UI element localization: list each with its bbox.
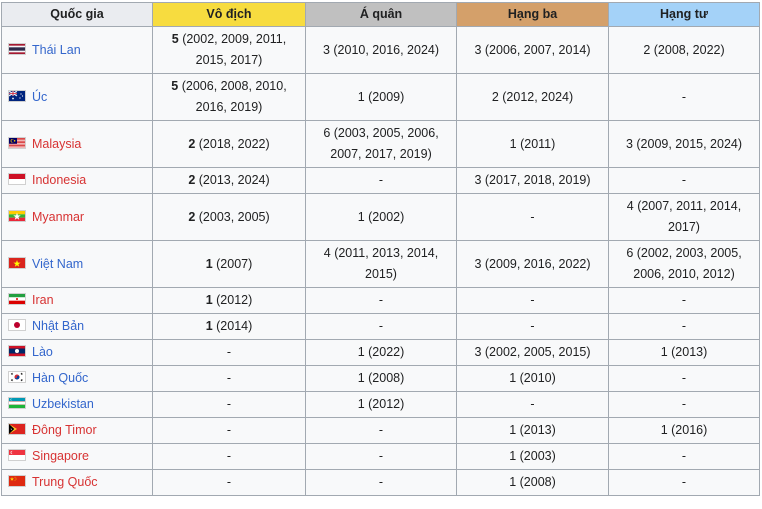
country-cell <box>2 366 153 392</box>
silver-cell <box>306 74 457 121</box>
fourth-text: 3 (2009, 2015, 2024) <box>614 134 754 155</box>
silver-text: 1 (2002) <box>311 207 451 228</box>
gold-count: 5 <box>172 32 179 46</box>
gold-cell <box>153 392 306 418</box>
table-row <box>2 314 760 340</box>
country-cell <box>2 288 153 314</box>
bronze-text: 1 (2013) <box>462 420 603 441</box>
bronze-cell <box>457 366 609 392</box>
table-row <box>2 444 760 470</box>
gold-text <box>158 472 300 493</box>
bronze-cell <box>457 470 609 496</box>
table-row <box>2 74 760 121</box>
gold-years: (2002, 2009, 2011, 2015, 2017) <box>179 32 287 67</box>
silver-cell <box>306 121 457 168</box>
country-cell <box>2 168 153 194</box>
gold-text <box>158 290 300 311</box>
bronze-cell <box>457 392 609 418</box>
table-row <box>2 27 760 74</box>
fourth-text: - <box>614 290 754 311</box>
gold-cell <box>153 168 306 194</box>
country-cell <box>2 444 153 470</box>
table-row <box>2 470 760 496</box>
bronze-text: 2 (2012, 2024) <box>462 87 603 108</box>
country-cell <box>2 27 153 74</box>
fourth-cell <box>609 74 760 121</box>
header-country: Quốc gia <box>2 3 153 27</box>
gold-cell <box>153 470 306 496</box>
gold-cell <box>153 340 306 366</box>
country-link[interactable]: Malaysia <box>32 137 81 151</box>
vietnam-flag-icon <box>8 257 26 269</box>
silver-text: 1 (2012) <box>311 394 451 415</box>
gold-cell <box>153 444 306 470</box>
silver-cell <box>306 392 457 418</box>
fourth-text: 6 (2002, 2003, 2005, 2006, 2010, 2012) <box>619 243 749 285</box>
gold-count: 2 <box>188 137 195 151</box>
bronze-cell <box>457 168 609 194</box>
japan-flag-icon <box>8 319 26 331</box>
silver-cell <box>306 444 457 470</box>
gold-cell <box>153 314 306 340</box>
gold-count: 5 <box>171 79 178 93</box>
fourth-cell <box>609 288 760 314</box>
header-fourth: Hạng tư <box>609 3 760 27</box>
country-cell <box>2 241 153 288</box>
silver-cell <box>306 470 457 496</box>
malaysia-flag-icon <box>8 137 26 149</box>
indonesia-flag-icon <box>8 173 26 185</box>
bronze-cell <box>457 194 609 241</box>
fourth-text: 1 (2016) <box>614 420 754 441</box>
bronze-cell <box>457 27 609 74</box>
country-link[interactable]: Lào <box>32 345 53 359</box>
gold-years: - <box>227 397 231 411</box>
australia-flag-icon <box>8 90 26 102</box>
fourth-text: - <box>614 87 754 108</box>
gold-text <box>164 76 294 118</box>
gold-text <box>158 316 300 337</box>
table-row <box>2 340 760 366</box>
gold-cell <box>153 241 306 288</box>
fourth-cell <box>609 470 760 496</box>
bronze-cell <box>457 288 609 314</box>
gold-text <box>158 342 300 363</box>
country-link[interactable]: Việt Nam <box>32 257 83 271</box>
country-link[interactable]: Indonesia <box>32 173 86 187</box>
south-korea-flag-icon <box>8 371 26 383</box>
gold-text <box>158 394 300 415</box>
bronze-cell <box>457 444 609 470</box>
gold-text <box>158 368 300 389</box>
gold-text <box>158 207 300 228</box>
header-gold: Vô địch <box>153 3 306 27</box>
gold-cell <box>153 27 306 74</box>
gold-text <box>158 170 300 191</box>
fourth-cell <box>609 340 760 366</box>
silver-text: - <box>311 446 451 467</box>
gold-text <box>164 29 294 71</box>
fourth-text: - <box>614 472 754 493</box>
bronze-text: 3 (2017, 2018, 2019) <box>462 170 603 191</box>
fourth-text: - <box>614 170 754 191</box>
uzbekistan-flag-icon <box>8 397 26 409</box>
country-cell <box>2 340 153 366</box>
country-cell <box>2 392 153 418</box>
fourth-cell <box>609 314 760 340</box>
gold-years: - <box>227 345 231 359</box>
table-row <box>2 168 760 194</box>
gold-years: (2012) <box>213 293 253 307</box>
gold-cell <box>153 121 306 168</box>
fourth-cell <box>609 194 760 241</box>
bronze-text: 3 (2009, 2016, 2022) <box>462 254 603 275</box>
fourth-cell <box>609 392 760 418</box>
fourth-text: - <box>614 316 754 337</box>
silver-text: 1 (2009) <box>311 87 451 108</box>
silver-text: - <box>311 420 451 441</box>
silver-cell <box>306 241 457 288</box>
gold-cell <box>153 74 306 121</box>
gold-years: (2018, 2022) <box>195 137 269 151</box>
bronze-cell <box>457 340 609 366</box>
bronze-text: - <box>462 290 603 311</box>
gold-cell <box>153 194 306 241</box>
fourth-cell <box>609 168 760 194</box>
country-link[interactable]: Đông Timor <box>32 423 97 437</box>
fourth-text: 2 (2008, 2022) <box>614 40 754 61</box>
gold-years: - <box>227 449 231 463</box>
country-link[interactable]: Uzbekistan <box>32 397 94 411</box>
bronze-cell <box>457 418 609 444</box>
header-bronze: Hạng ba <box>457 3 609 27</box>
table-row <box>2 366 760 392</box>
silver-cell <box>306 366 457 392</box>
gold-text <box>158 446 300 467</box>
gold-years: - <box>227 423 231 437</box>
east-timor-flag-icon <box>8 423 26 435</box>
table-row <box>2 121 760 168</box>
bronze-cell <box>457 74 609 121</box>
header-row <box>2 3 760 27</box>
silver-cell <box>306 418 457 444</box>
gold-years: - <box>227 475 231 489</box>
silver-cell <box>306 194 457 241</box>
country-cell <box>2 121 153 168</box>
fourth-text: - <box>614 394 754 415</box>
table-row <box>2 418 760 444</box>
country-link[interactable]: Hàn Quốc <box>32 371 88 385</box>
thailand-flag-icon <box>8 43 26 55</box>
gold-text <box>158 134 300 155</box>
myanmar-flag-icon <box>8 210 26 222</box>
bronze-text: 1 (2011) <box>462 134 603 155</box>
table-row <box>2 288 760 314</box>
laos-flag-icon <box>8 345 26 357</box>
country-cell <box>2 74 153 121</box>
table-row <box>2 241 760 288</box>
gold-count: 1 <box>206 257 213 271</box>
gold-text <box>158 254 300 275</box>
country-cell <box>2 194 153 241</box>
gold-count: 1 <box>206 293 213 307</box>
fourth-text: - <box>614 446 754 467</box>
silver-text: 3 (2010, 2016, 2024) <box>311 40 451 61</box>
silver-cell <box>306 340 457 366</box>
bronze-text: 1 (2003) <box>462 446 603 467</box>
silver-text: 6 (2003, 2005, 2006, 2007, 2017, 2019) <box>321 123 441 165</box>
country-link[interactable]: Myanmar <box>32 210 84 224</box>
table-row <box>2 194 760 241</box>
bronze-text: 3 (2002, 2005, 2015) <box>462 342 603 363</box>
bronze-text: - <box>462 394 603 415</box>
country-cell <box>2 314 153 340</box>
bronze-text: - <box>462 316 603 337</box>
silver-cell <box>306 27 457 74</box>
bronze-text: 3 (2006, 2007, 2014) <box>462 40 603 61</box>
fourth-cell <box>609 418 760 444</box>
gold-years: (2006, 2008, 2010, 2016, 2019) <box>178 79 286 114</box>
gold-text <box>158 420 300 441</box>
gold-years: (2013, 2024) <box>195 173 269 187</box>
gold-count: 2 <box>188 173 195 187</box>
fourth-cell <box>609 121 760 168</box>
country-link[interactable]: Iran <box>32 293 54 307</box>
country-link[interactable]: Úc <box>32 90 47 104</box>
iran-flag-icon <box>8 293 26 305</box>
silver-text: - <box>311 316 451 337</box>
silver-cell <box>306 314 457 340</box>
silver-text: - <box>311 472 451 493</box>
gold-count: 2 <box>188 210 195 224</box>
gold-years: (2014) <box>213 319 253 333</box>
silver-text: - <box>311 290 451 311</box>
country-link[interactable]: Thái Lan <box>32 43 81 57</box>
silver-text: 4 (2011, 2013, 2014, 2015) <box>319 243 444 285</box>
bronze-text: 1 (2010) <box>462 368 603 389</box>
gold-years: (2007) <box>213 257 253 271</box>
gold-cell <box>153 288 306 314</box>
gold-cell <box>153 366 306 392</box>
country-cell <box>2 418 153 444</box>
gold-years: - <box>227 371 231 385</box>
fourth-text: 4 (2007, 2011, 2014, 2017) <box>622 196 747 238</box>
country-link[interactable]: Nhật Bản <box>32 319 84 333</box>
country-link[interactable]: Trung Quốc <box>32 475 98 489</box>
country-link[interactable]: Singapore <box>32 449 89 463</box>
bronze-cell <box>457 314 609 340</box>
fourth-cell <box>609 241 760 288</box>
header-silver: Á quân <box>306 3 457 27</box>
gold-years: (2003, 2005) <box>195 210 269 224</box>
fourth-cell <box>609 27 760 74</box>
medal-table <box>1 2 760 496</box>
bronze-text: - <box>462 207 603 228</box>
silver-text: 1 (2022) <box>311 342 451 363</box>
fourth-text: - <box>614 368 754 389</box>
fourth-cell <box>609 366 760 392</box>
fourth-text: 1 (2013) <box>614 342 754 363</box>
fourth-cell <box>609 444 760 470</box>
bronze-text: 1 (2008) <box>462 472 603 493</box>
china-flag-icon <box>8 475 26 487</box>
gold-cell <box>153 418 306 444</box>
silver-text: 1 (2008) <box>311 368 451 389</box>
bronze-cell <box>457 241 609 288</box>
singapore-flag-icon <box>8 449 26 461</box>
country-cell <box>2 470 153 496</box>
gold-count: 1 <box>206 319 213 333</box>
table-row <box>2 392 760 418</box>
bronze-cell <box>457 121 609 168</box>
silver-cell <box>306 168 457 194</box>
silver-text: - <box>311 170 451 191</box>
silver-cell <box>306 288 457 314</box>
